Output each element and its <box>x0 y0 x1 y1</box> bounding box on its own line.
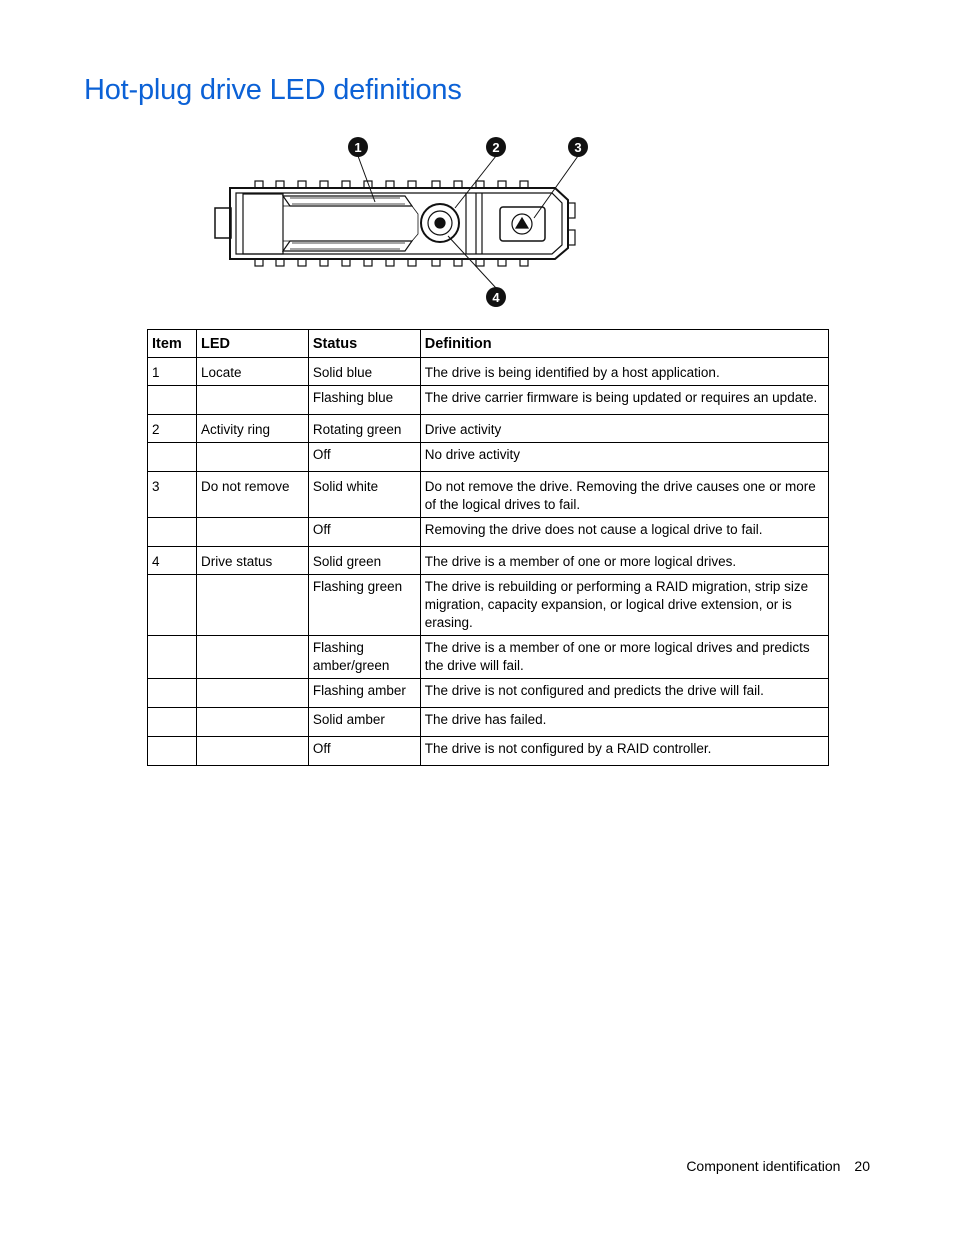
status-cell: Solid white <box>308 472 420 518</box>
definition-cell: Do not remove the drive. Removing the drive causes one or more of the logical drives to fail. <box>420 472 828 518</box>
led-definitions-table <box>147 329 829 766</box>
led-cell: Activity ring <box>196 415 308 443</box>
table-row <box>148 575 829 636</box>
column-header-led: LED <box>196 330 308 358</box>
item-cell: 3 <box>148 472 197 518</box>
led-cell <box>196 679 308 708</box>
led-cell: Drive status <box>196 547 308 575</box>
item-cell <box>148 386 197 415</box>
definition-cell: The drive is being identified by a host application. <box>420 358 828 386</box>
definition-cell: Removing the drive does not cause a logical drive to fail. <box>420 518 828 547</box>
led-cell <box>196 636 308 679</box>
item-cell: 1 <box>148 358 197 386</box>
table-row <box>148 358 829 386</box>
led-cell <box>196 708 308 737</box>
status-cell: Solid amber <box>308 708 420 737</box>
status-cell: Flashing amber/green <box>308 636 420 679</box>
drive-label-area <box>243 194 283 254</box>
definition-cell: The drive is not configured by a RAID controller. <box>420 737 828 766</box>
table-row <box>148 472 829 518</box>
status-cell: Flashing green <box>308 575 420 636</box>
table-row <box>148 415 829 443</box>
column-header-status: Status <box>308 330 420 358</box>
table-header-row <box>148 330 829 358</box>
status-cell: Flashing amber <box>308 679 420 708</box>
page-footer <box>686 1158 870 1174</box>
definition-cell: No drive activity <box>420 443 828 472</box>
callout-4-label: 4 <box>492 290 500 305</box>
table-row <box>148 737 829 766</box>
item-cell <box>148 636 197 679</box>
status-cell: Solid blue <box>308 358 420 386</box>
item-cell: 4 <box>148 547 197 575</box>
table-row <box>148 679 829 708</box>
status-cell: Solid green <box>308 547 420 575</box>
callout-markers <box>348 137 588 307</box>
table-row <box>148 708 829 737</box>
drive-carrier-diagram <box>200 130 600 315</box>
callout-1-label: 1 <box>354 140 362 155</box>
footer-section-title: Component identification <box>686 1158 841 1174</box>
item-cell <box>148 443 197 472</box>
led-cell <box>196 737 308 766</box>
table-row <box>148 518 829 547</box>
led-cell: Do not remove <box>196 472 308 518</box>
led-cell <box>196 386 308 415</box>
led-cell <box>196 443 308 472</box>
item-cell <box>148 737 197 766</box>
page-title: Hot-plug drive LED definitions <box>84 74 462 106</box>
item-cell <box>148 679 197 708</box>
status-cell: Rotating green <box>308 415 420 443</box>
item-cell <box>148 575 197 636</box>
status-cell: Off <box>308 443 420 472</box>
definition-cell: The drive is a member of one or more logical drives and predicts the drive will fail. <box>420 636 828 679</box>
column-header-item: Item <box>148 330 197 358</box>
item-cell <box>148 518 197 547</box>
led-cell <box>196 518 308 547</box>
page-number: 20 <box>854 1158 870 1174</box>
carrier-body <box>230 188 568 259</box>
definition-cell: The drive carrier firmware is being updated or requires an update. <box>420 386 828 415</box>
table-row <box>148 636 829 679</box>
status-cell: Off <box>308 737 420 766</box>
carrier-tabs <box>255 181 528 266</box>
definition-cell: The drive is rebuilding or performing a RAID migration, strip size migration, capacity expansion, or logical drive extension, or is erasing. <box>420 575 828 636</box>
led-cell <box>196 575 308 636</box>
definition-cell: The drive has failed. <box>420 708 828 737</box>
item-cell <box>148 708 197 737</box>
definition-cell: Drive activity <box>420 415 828 443</box>
status-cell: Off <box>308 518 420 547</box>
definition-cell: The drive is not configured and predicts the drive will fail. <box>420 679 828 708</box>
table-row <box>148 547 829 575</box>
table-row <box>148 386 829 415</box>
led-cell: Locate <box>196 358 308 386</box>
column-header-definition: Definition <box>420 330 828 358</box>
item-cell: 2 <box>148 415 197 443</box>
definition-cell: The drive is a member of one or more logical drives. <box>420 547 828 575</box>
table-row <box>148 443 829 472</box>
status-cell: Flashing blue <box>308 386 420 415</box>
callout-3-label: 3 <box>574 140 582 155</box>
drive-status-led <box>435 218 445 228</box>
callout-2-label: 2 <box>492 140 500 155</box>
